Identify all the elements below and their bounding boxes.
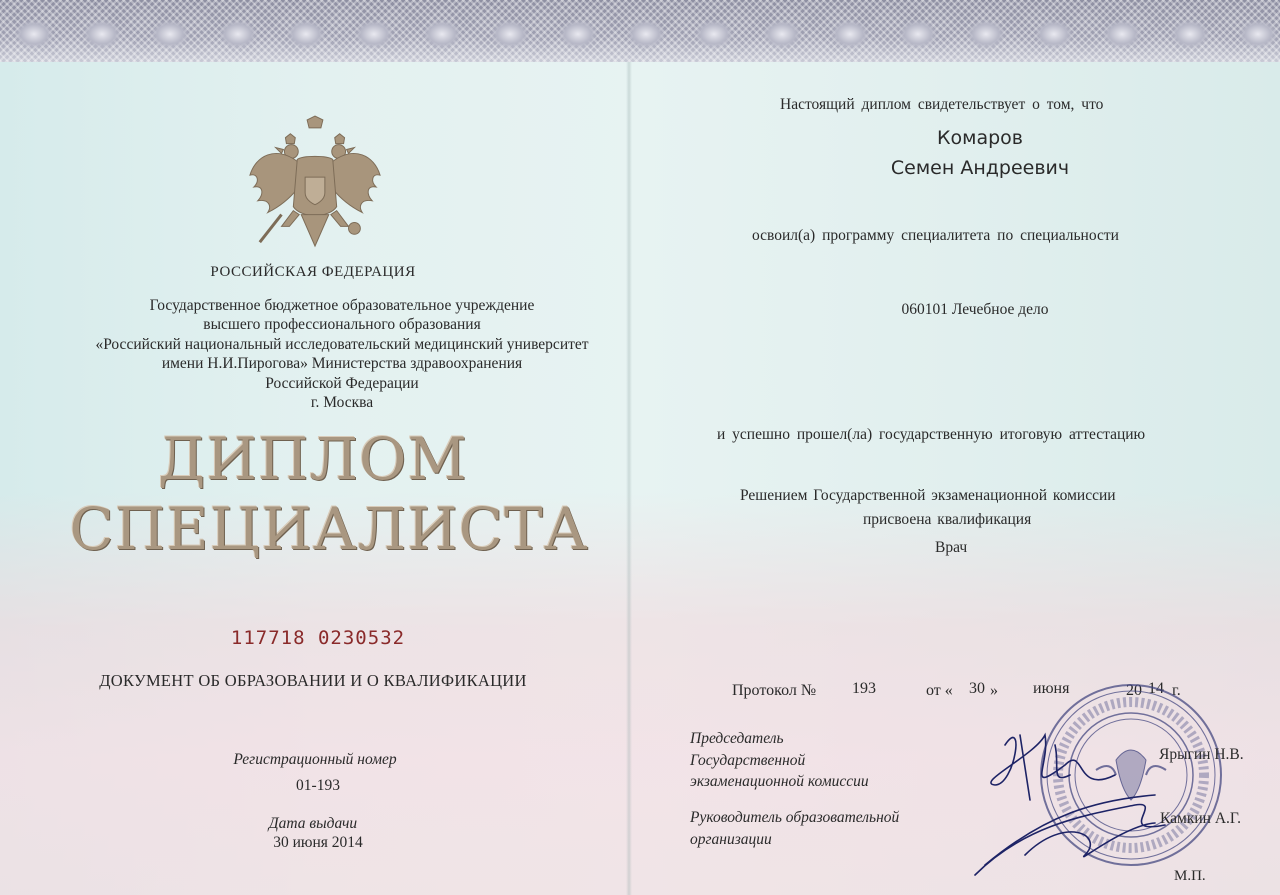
chair-title-line-3: экзаменационной комиссии: [690, 773, 869, 790]
protocol-year-suffix: 14: [1148, 680, 1164, 697]
chair-title-line-1: Председатель: [690, 730, 784, 747]
institution-line-4: имени Н.И.Пирогова» Министерства здравоохранения: [161, 355, 523, 372]
specialty: 060101 Лечебное дело: [901, 301, 1049, 318]
protocol-from-label: от «: [926, 682, 953, 699]
qualification: Врач: [935, 539, 968, 556]
diploma-title-line-1: ДИПЛОМ: [158, 425, 468, 493]
guilloche-border: [0, 0, 1280, 62]
country-name: РОССИЙСКАЯ ФЕДЕРАЦИЯ: [210, 264, 416, 280]
decision-line-2: присвоена квалификация: [863, 511, 1032, 528]
institution-line-2: высшего профессионального образования: [203, 316, 481, 333]
protocol-day: 30: [969, 680, 985, 697]
protocol-year-prefix: 20: [1126, 682, 1142, 699]
institution-line-1: Государственное бюджетное образовательное учреждение: [149, 297, 535, 314]
program-text: освоил(а) программу специалитета по специальности: [752, 227, 1119, 244]
issue-date-label: Дата выдачи: [268, 815, 358, 832]
protocol-year-g: г.: [1172, 682, 1181, 699]
protocol-month: июня: [1033, 680, 1070, 697]
graduate-given-names: Семен Андреевич: [890, 157, 1070, 179]
protocol-label: Протокол №: [732, 682, 817, 699]
head-name: Камкин А.Г.: [1160, 810, 1241, 827]
intro-text: Настоящий диплом свидетельствует о том, что: [780, 96, 1104, 113]
registration-label: Регистрационный номер: [233, 751, 397, 768]
graduate-surname: Комаров: [937, 127, 1023, 149]
diploma-title-line-2: СПЕЦИАЛИСТА: [69, 495, 589, 563]
seal-place-mark: М.П.: [1174, 868, 1206, 884]
issue-date: 30 июня 2014: [273, 834, 363, 851]
registration-number: 01-193: [296, 777, 340, 794]
page-fold: [626, 62, 632, 895]
institution-city: г. Москва: [310, 394, 374, 411]
protocol-number: 193: [852, 680, 876, 697]
handwritten-signature-icon: [965, 705, 1225, 885]
protocol-day-close: »: [990, 682, 998, 699]
double-headed-eagle-icon: [246, 115, 384, 255]
head-title-line-2: организации: [690, 831, 772, 848]
serial-number: 117718 0230532: [230, 627, 406, 649]
head-title-line-1: Руководитель образовательной: [690, 809, 900, 826]
decision-line-1: Решением Государственной экзаменационной комиссии: [740, 487, 1116, 504]
institution-line-3: «Российский национальный исследовательский медицинский университет: [95, 336, 589, 353]
document-type: ДОКУМЕНТ ОБ ОБРАЗОВАНИИ И О КВАЛИФИКАЦИИ: [99, 671, 527, 690]
institution-line-5: Российской Федерации: [265, 375, 419, 392]
chair-title-line-2: Государственной: [690, 752, 806, 769]
attestation-text: и успешно прошел(ла) государственную итоговую аттестацию: [717, 426, 1146, 443]
chair-name: Ярыгин Н.В.: [1159, 746, 1244, 763]
